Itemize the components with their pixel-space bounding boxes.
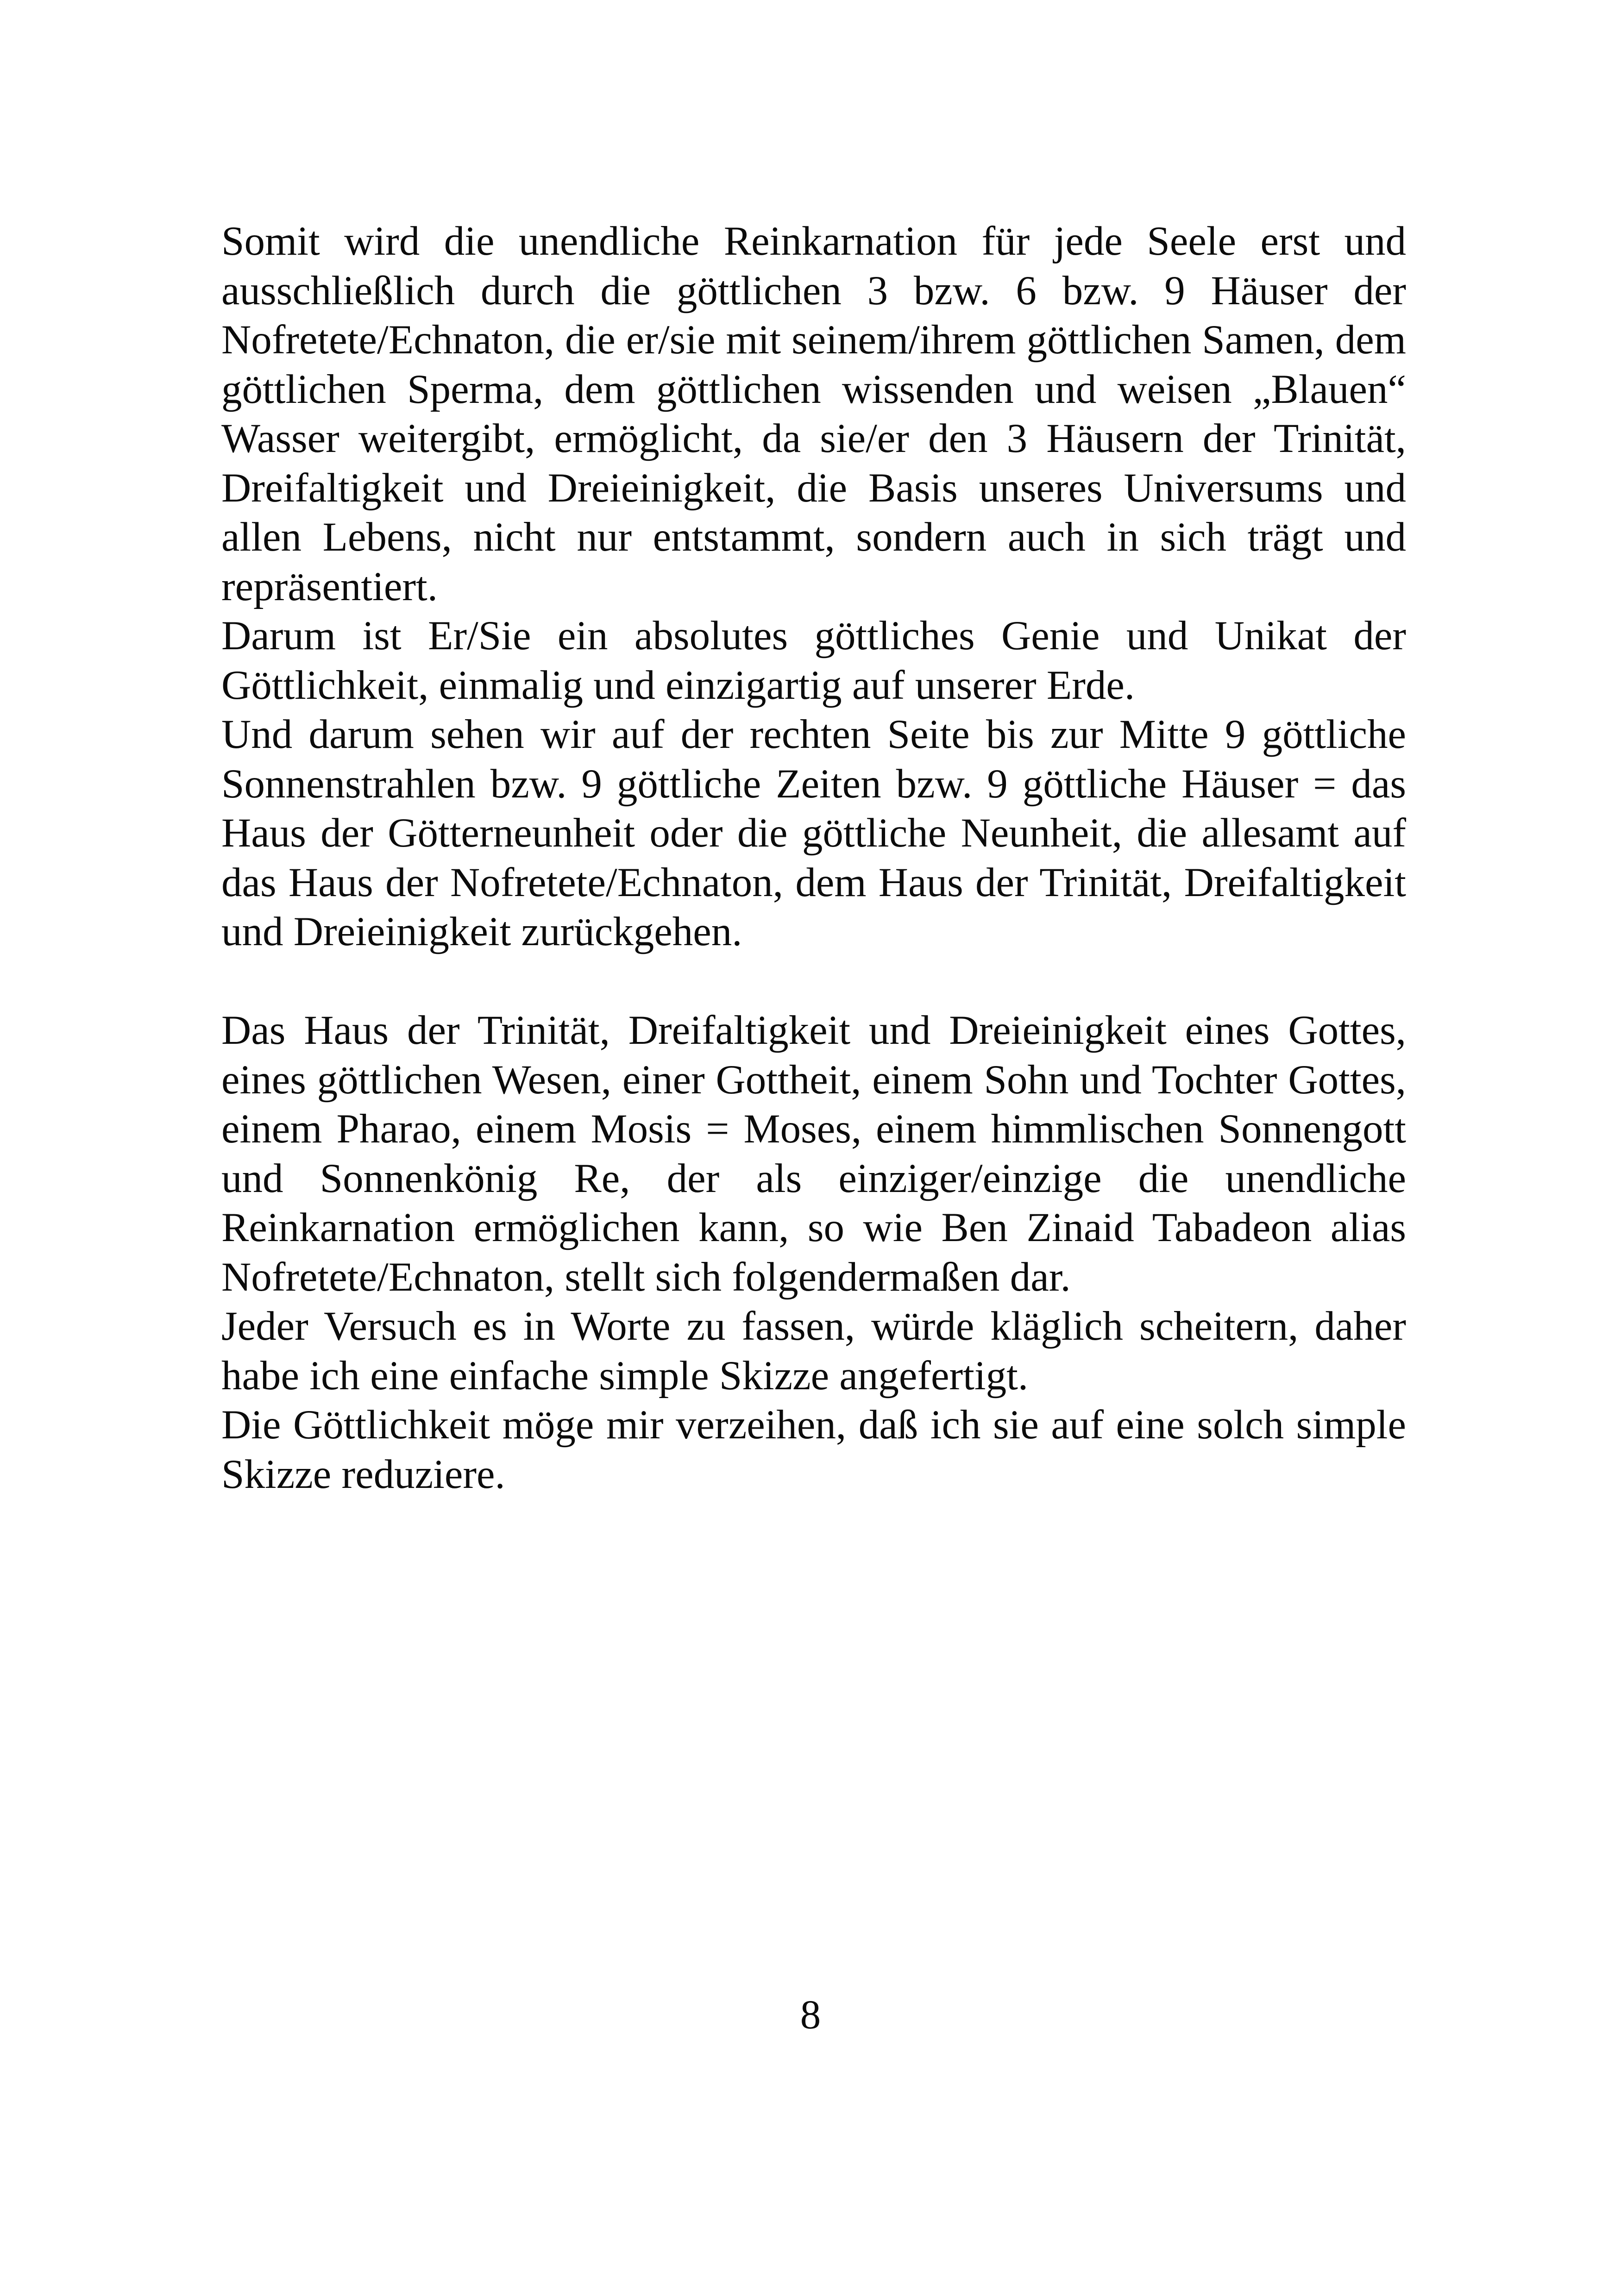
paragraph-sketch-attempt: Jeder Versuch es in Worte zu fassen, würde kläglich scheitern, daher habe ich eine einfache simple Skizze angefertigt. <box>221 1304 1406 1399</box>
paragraph-spacer <box>221 957 1406 1006</box>
paragraph-nine-rays: Und darum sehen wir auf der rechten Seite bis zur Mitte 9 göttliche Sonnenstrahlen bzw. 9 göttliche Zeiten bzw. 9 göttliche Häuser = das Haus der Götterneunheit oder die göttliche Neunheit, die allesamt auf das Haus der Nofretete/Echnaton, dem Haus der Trinität, Dreifaltigkeit und Dreieinigkeit zurückgehen. <box>221 712 1406 954</box>
paragraph-house-of-trinity: Das Haus der Trinität, Dreifaltigkeit und Dreieinigkeit eines Gottes, eines göttlichen Wesen, einer Gottheit, einem Sohn und Tochter Gottes, einem Pharao, einem Mosis = Moses, einem himmlischen Sonnengott und Sonnenkönig Re, der als einziger/einzige die unendliche Reinkarnation ermöglichen kann, so wie Ben Zinaid Tabadeon alias Nofretete/Echnaton, stellt sich folgendermaßen dar. <box>221 1008 1406 1300</box>
body-text <box>221 217 1406 1499</box>
paragraph-apology: Die Göttlichkeit möge mir verzeihen, daß ich sie auf eine solch simple Skizze reduziere. <box>221 1402 1406 1497</box>
paragraph-genius: Darum ist Er/Sie ein absolutes göttliches Genie und Unikat der Göttlichkeit, einmalig und einzigartig auf unserer Erde. <box>221 613 1406 708</box>
page-number: 8 <box>800 1992 821 2038</box>
paragraph-reincarnation: Somit wird die unendliche Reinkarnation für jede Seele erst und ausschließlich durch die göttlichen 3 bzw. 6 bzw. 9 Häuser der Nofretete/Echnaton, die er/sie mit seinem/ihrem göttlichen Samen, dem göttlichen Sperma, dem göttlichen wissenden und weisen „Blauen“ Wasser weitergibt, ermöglicht, da sie/er den 3 Häusern der Trinität, Dreifaltigkeit und Dreieinigkeit, die Basis unseres Universums und allen Lebens, nicht nur entstammt, sondern auch in sich trägt und repräsentiert. <box>221 219 1406 609</box>
